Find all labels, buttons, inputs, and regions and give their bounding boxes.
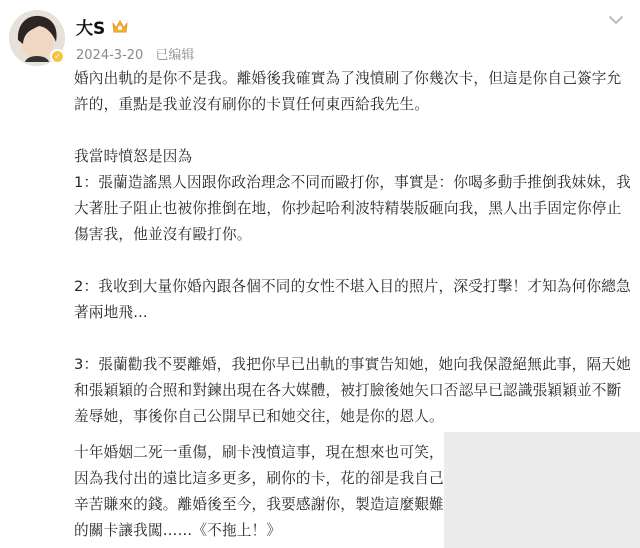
post-tail xyxy=(74,440,448,544)
edited-label[interactable]: 已编辑 xyxy=(155,48,195,63)
post-date: 2024-3-20 xyxy=(76,48,144,63)
chevron-down-icon[interactable] xyxy=(606,10,626,30)
paragraph-5: 十年婚姻二死一重傷，刷卡洩憤這事，現在想來也可笑，因為我付出的遠比這多更多，刷你的卡，花的卻是我自己辛苦賺來的錢。離婚後至今，我要感謝你，製造這麼艱難的關卡讓我闖……《不拖上！》 xyxy=(74,444,444,539)
post-content xyxy=(74,66,634,430)
paragraph-1: 婚內出軌的是你不是我。離婚後我確實為了洩憤刷了你幾次卡，但這是你自己簽字允許的，重點是我並沒有刷你的卡買任何東西給我先生。 xyxy=(74,70,622,113)
post-meta xyxy=(76,44,202,63)
gray-overlay-panel xyxy=(444,432,640,548)
post-header xyxy=(0,0,640,70)
paragraph-2-item-1: 1：張蘭造謠黑人因跟你政治理念不同而毆打你，事實是：你喝多動手推倒我妹妹，我大著肚子阻止也被你推倒在地，你抄起哈利波特精裝版砸向我，黑人出手固定你停止傷害我，他並沒有毆打你。 xyxy=(74,174,631,243)
paragraph-3: 2：我收到大量你婚內跟各個不同的女性不堪入目的照片，深受打擊！才知為何你總急著兩地飛… xyxy=(74,278,631,321)
paragraph-2-title: 我當時憤怒是因為 xyxy=(74,148,193,165)
verified-badge-icon: ✓ xyxy=(50,49,65,64)
username-row xyxy=(76,14,129,39)
username[interactable]: 大S xyxy=(76,19,106,39)
paragraph-4: 3：張蘭勸我不要離婚，我把你早已出軌的事實告知她，她向我保證絕無此事，隔天她和張穎穎的合照和對鍊出現在各大媒體，被打臉後她矢口否認早已認識張穎穎並不斷羞辱她，事後你自己公開早已和她交往，她是你的恩人。 xyxy=(74,356,631,425)
crown-badge-icon xyxy=(111,19,129,35)
